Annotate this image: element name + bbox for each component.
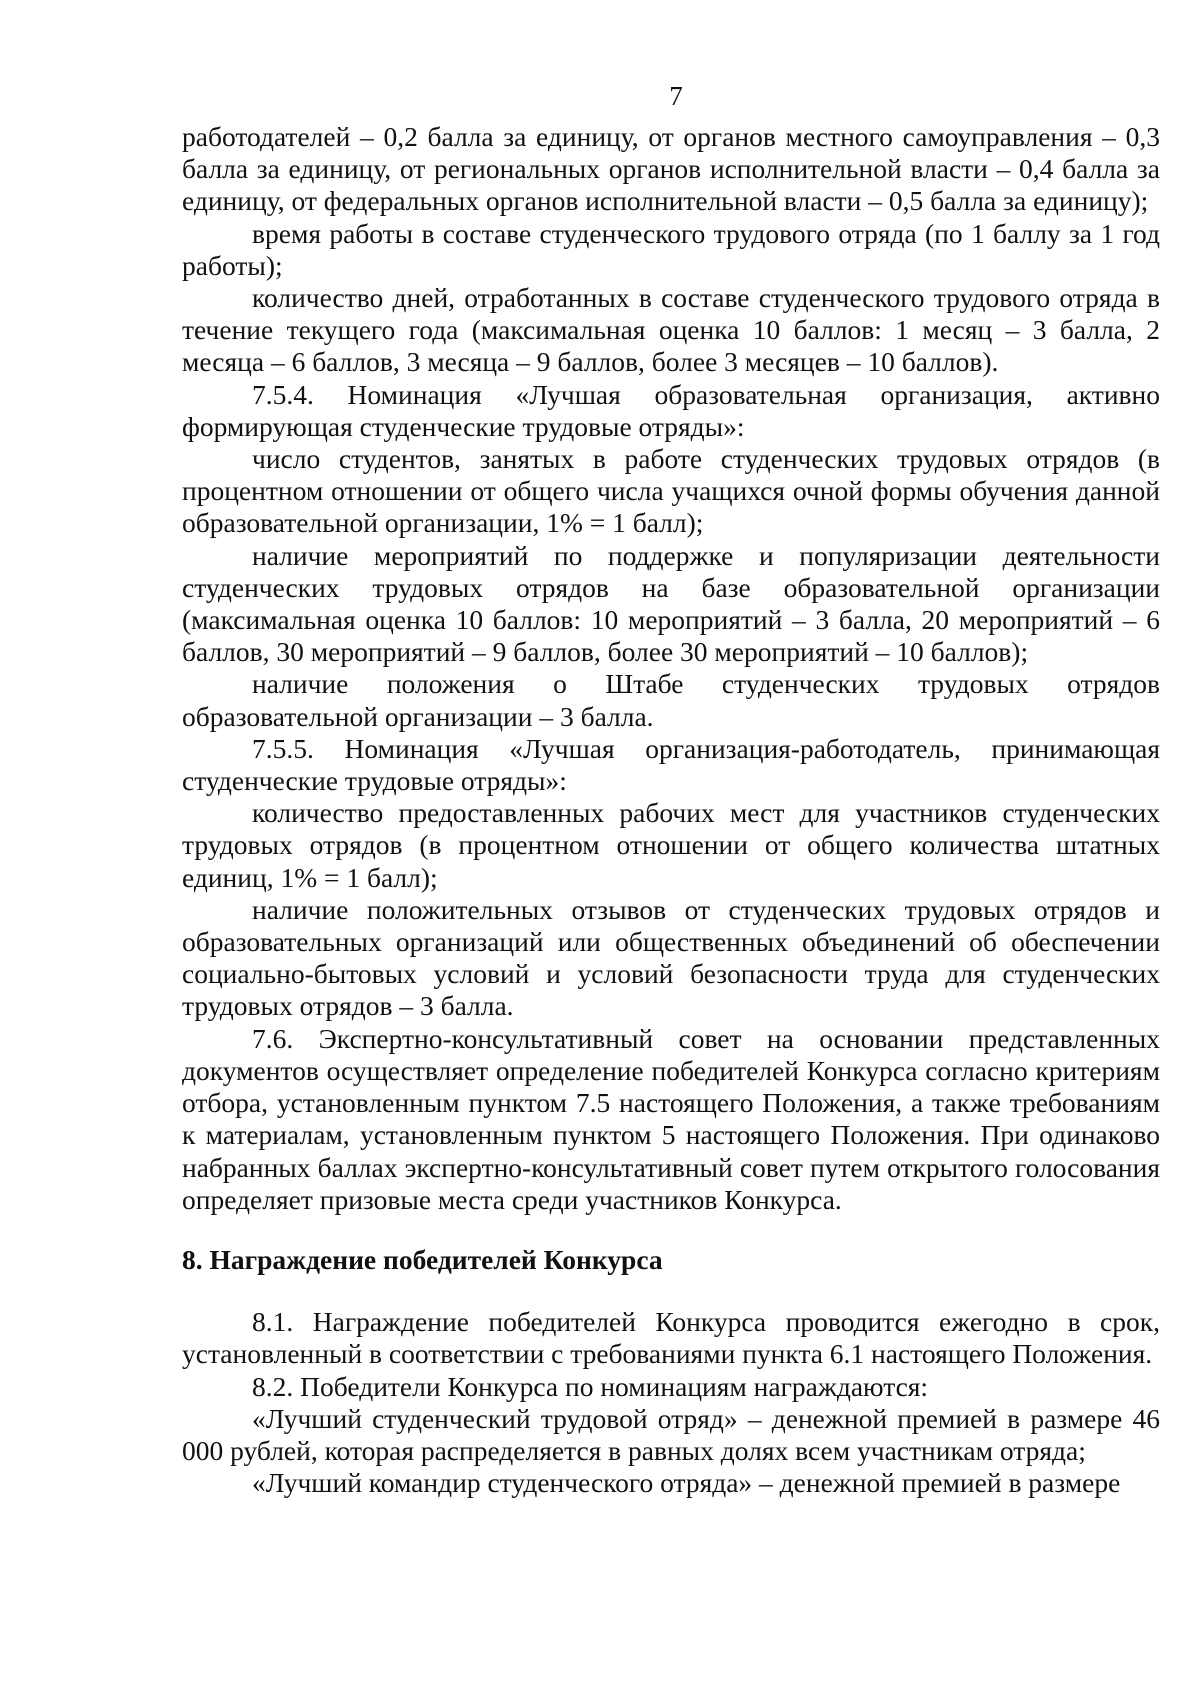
- paragraph: количество дней, отработанных в составе студенческого трудового отряда в течение текущего года (максимальная оценка 10 баллов: 1 месяц – 3 балла, 2 месяца – 6 баллов, 3 месяца – 9 баллов, более 3 месяцев – 10 баллов).: [182, 282, 1160, 378]
- paragraph-8-1: 8.1. Награждение победителей Конкурса проводится ежегодно в срок, установленный в соответствии с требованиями пункта 6.1 настоящего Положения.: [182, 1306, 1160, 1370]
- document-body: [182, 121, 1160, 1499]
- paragraph: наличие мероприятий по поддержке и популяризации деятельности студенческих трудовых отрядов на базе образовательной организации (максимальная оценка 10 баллов: 10 мероприятий – 3 балла, 20 мероприятий – 6 баллов, 30 мероприятий – 9 баллов, более 30 мероприятий – 10 баллов);: [182, 539, 1160, 668]
- paragraph: «Лучший студенческий трудовой отряд» – денежной премией в размере 46 000 рублей, которая распределяется в равных долях всем участникам отряда;: [182, 1402, 1160, 1466]
- paragraph: работодателей – 0,2 балла за единицу, от органов местного самоуправления – 0,3 балла за единицу, от региональных органов исполнительной власти – 0,4 балла за единицу, от федеральных органов исполнительной власти – 0,5 балла за единицу);: [182, 121, 1160, 217]
- section-heading: 8. Награждение победителей Конкурса: [182, 1243, 663, 1275]
- paragraph-nomination-7-5-5: 7.5.5. Номинация «Лучшая организация-работодатель, принимающая студенческие трудовые отряды»:: [182, 732, 1160, 797]
- page-number: 7: [669, 81, 683, 111]
- paragraph: наличие положительных отзывов от студенческих трудовых отрядов и образовательных организаций или общественных объединений об обеспечении социально-бытовых условий и условий безопасности труда для студенческих трудовых отрядов – 3 балла.: [182, 893, 1160, 1022]
- paragraph-nomination-7-5-4: 7.5.4. Номинация «Лучшая образовательная организация, активно формирующая студенческие трудовые отряды»:: [182, 378, 1160, 442]
- paragraph: «Лучший командир студенческого отряда» – денежной премией в размере: [252, 1467, 1121, 1499]
- paragraph: количество предоставленных рабочих мест для участников студенческих трудовых отрядов (в процентном отношении от общего количества штатных единиц, 1% = 1 балл);: [182, 797, 1160, 893]
- paragraph: число студентов, занятых в работе студенческих трудовых отрядов (в процентном отношении от общего числа учащихся очной формы обучения данной образовательной организации, 1% = 1 балл);: [182, 443, 1160, 539]
- paragraph: время работы в составе студенческого трудового отряда (по 1 баллу за 1 год работы);: [182, 217, 1160, 281]
- paragraph-8-2: 8.2. Победители Конкурса по номинациям награждаются:: [252, 1370, 929, 1402]
- paragraph: наличие положения о Штабе студенческих трудовых отрядов образовательной организации – 3 балла.: [182, 668, 1160, 732]
- paragraph-7-6: 7.6. Экспертно-консультативный совет на основании представленных документов осуществляет определение победителей Конкурса согласно критериям отбора, установленным пунктом 7.5 настоящего Положения, а также требованиям к материалам, установленным пунктом 5 настоящего Положения. При одинаково набранных баллах экспертно-консультативный совет путем открытого голосования определяет призовые места среди участников Конкурса.: [182, 1022, 1160, 1215]
